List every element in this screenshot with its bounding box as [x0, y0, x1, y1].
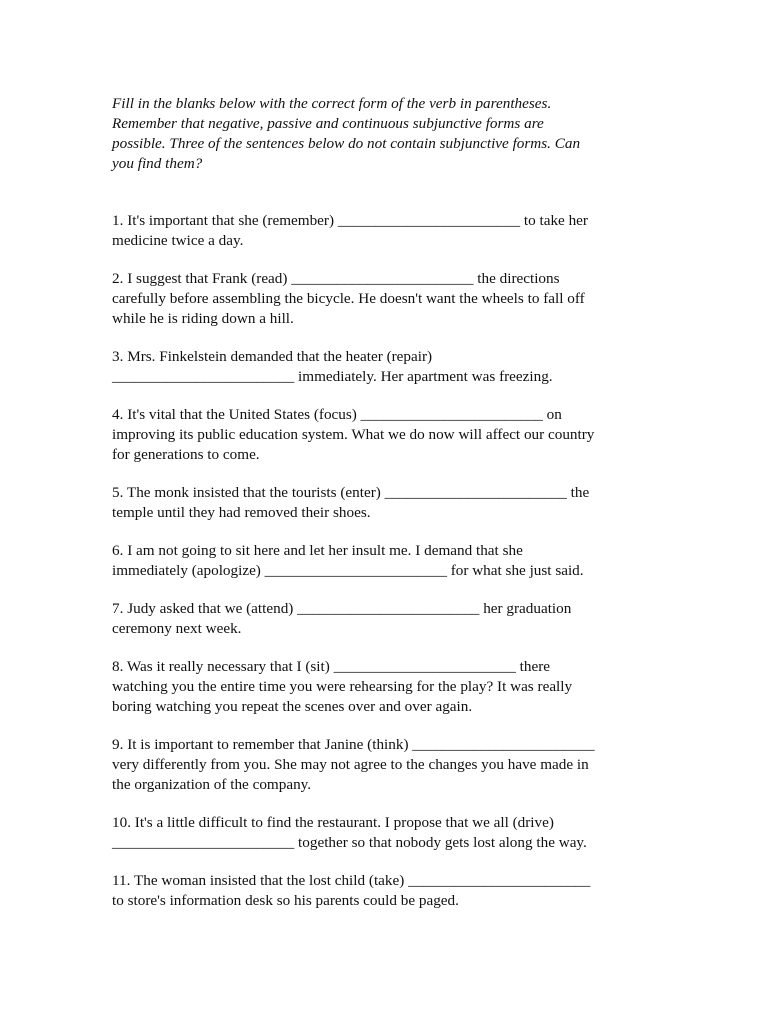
question-8: 8. Was it really necessary that I (sit) ________________________ there watching you the entire time you were rehearsing for the play? It was really boring watching you repeat the scenes over and over again. — [112, 658, 573, 715]
question-9: 9. It is important to remember that Janine (think) ________________________ very differently from you. She may not agree to the changes you have made in the organization of the company. — [112, 736, 595, 793]
question-3: 3. Mrs. Finkelstein demanded that the heater (repair) ________________________ immediately. Her apartment was freezing. — [112, 348, 553, 385]
question-1: 1. It's important that she (remember) ________________________ to take her medicine twice a day. — [112, 212, 588, 249]
question-10: 10. It's a little difficult to find the restaurant. I propose that we all (drive) ________________________ together so that nobody gets lost along the way. — [112, 814, 587, 851]
question-11: 11. The woman insisted that the lost child (take) ________________________ to store's information desk so his parents could be paged. — [112, 872, 591, 909]
worksheet-page — [112, 94, 652, 929]
instructions-text: Fill in the blanks below with the correct form of the verb in parentheses. Remember that negative, passive and continuous subjunctive forms are possible. Three of the sentences below do not contain subjunctive forms. Can you find them? — [112, 95, 581, 172]
question-6: 6. I am not going to sit here and let her insult me. I demand that she immediately (apologize) ________________________ for what she just said. — [112, 542, 584, 579]
question-7: 7. Judy asked that we (attend) ________________________ her graduation ceremony next week. — [112, 600, 572, 637]
question-4: 4. It's vital that the United States (focus) ________________________ on improving its public education system. What we do now will affect our country for generations to come. — [112, 406, 595, 463]
question-2: 2. I suggest that Frank (read) ________________________ the directions carefully before assembling the bicycle. He doesn't want the wheels to fall off while he is riding down a hill. — [112, 270, 585, 327]
question-5: 5. The monk insisted that the tourists (enter) ________________________ the temple until they had removed their shoes. — [112, 484, 590, 521]
